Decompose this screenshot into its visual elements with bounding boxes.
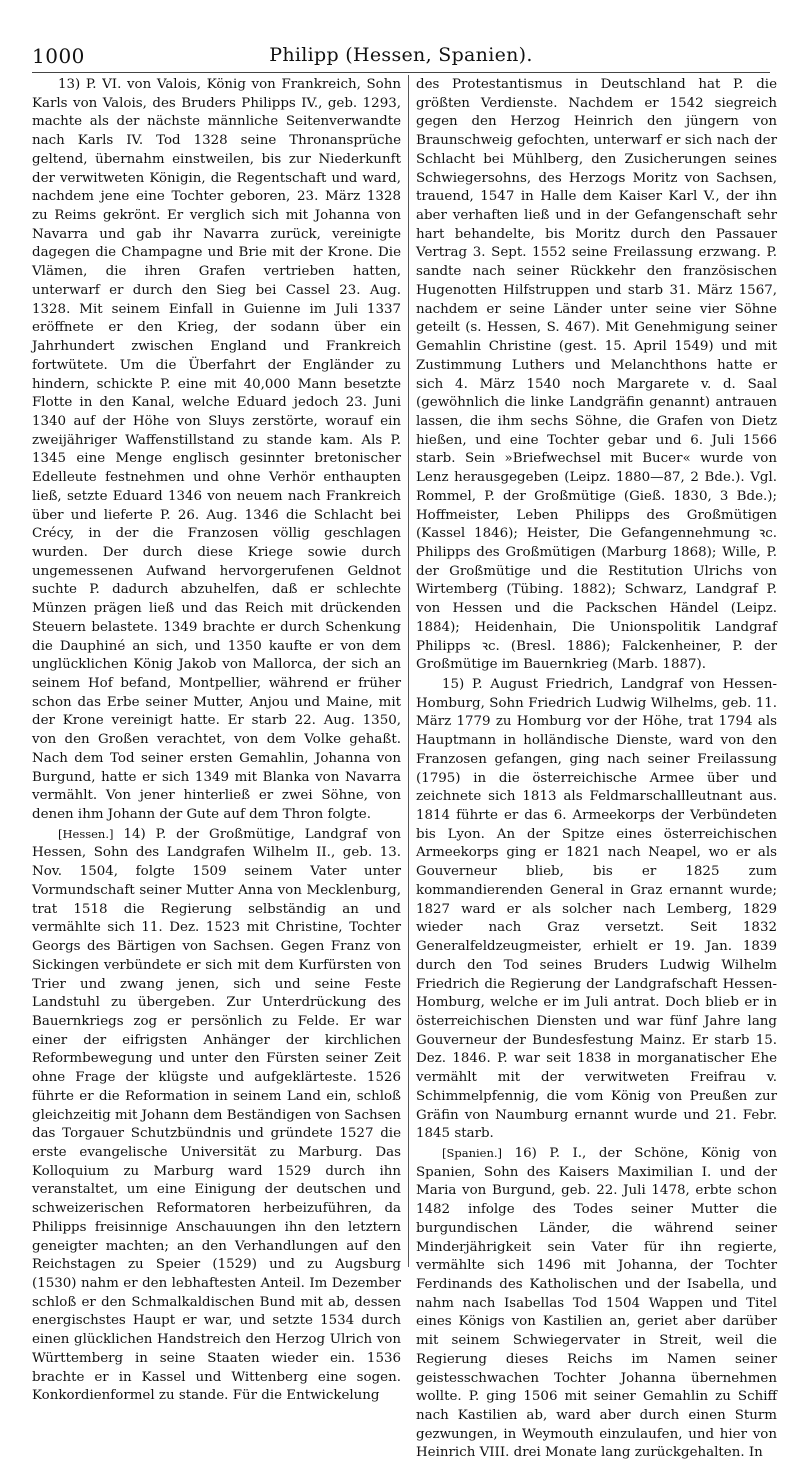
left-column <box>32 75 401 1404</box>
entry-text: 16) P. I., der Schöne, König von Spanien, Sohn des Kaisers Maximilian I. und der Maria von Burgund, geb. 22. Juli 1478, erbte schon 1482 infolge des Todes seiner Mutter die burgundischen Länder, die während seiner Minderjährigkeit sein Vater für ihn regierte, vermählte sich 1496 mit Johanna, der Tochter Ferdinands des Katholischen und der Isabella, und nahm nach Isabellas Tod 1504 Wappen und Titel eines Königs von Kastilien an, geriet aber darüber mit seinem Schwiegervater in Streit, weil die Regierung dieses Reichs im Namen seiner geistesschwachen Tochter Johanna übernehmen wollte. P. ging 1506 mit seiner Gemahlin zu Schiff nach Kastilien ab, ward aber durch einen Sturm gezwungen, in Weymouth einzulaufen, und hier von Heinrich VIII. drei Monate lang zurückgehalten. In <box>416 1145 778 1461</box>
header-rule <box>32 72 770 73</box>
entry-14 <box>32 825 401 1406</box>
entry-16 <box>416 1144 777 1463</box>
entry-text: 14) P. der Großmütige, Landgraf von Hessen, Sohn des Landgrafen Wilhelm II., geb. 13. Nov. 1504, folgte 1509 seinem Vater unter Vormundschaft seiner Mutter Anna von Mecklenburg, trat 1518 die Regierung selbständig an und vermählte sich 11. Dez. 1523 mit Christine, Tochter Georgs des Bärtigen von Sachsen. Gegen Franz von Sickingen verbündete er sich mit dem Kurfürsten von Trier und zwang jenen, sich und seine Feste Landstuhl zu übergeben. Zur Unterdrückung des Bauernkriegs zog er persönlich zu Felde. Er war einer der eifrigsten Anhänger der kirchlichen Reformbewegung und unter den Fürsten seiner Zeit ohne Frage der klügste und aufgeklärteste. 1526 führte er die Reformation in seinem Land ein, schloß gleichzeitig mit Johann dem Beständigen von Sachsen das Torgauer Schutzbündnis und gründete 1527 die erste evangelische Universität zu Marburg. Das Kolloquium zu Marburg ward 1529 durch ihn veranstaltet, um eine Einigung der deutschen und schweizerischen Reformatoren herbeizuführen, da Philipps freisinnige Anschauungen ihn den letztern geneigter machten; an den Verhandlungen auf den Reichstagen zu Speier (1529) und zu Augsburg (1530) nahm er den lebhaftesten Anteil. Im Dezember schloß er den Schmalkaldischen Bund mit ab, dessen energischstes Haupt er war, und setzte 1534 durch einen glücklichen Handstreich den Herzog Ulrich von Württemberg in seine Staaten wieder ein. 1536 brachte er in Kassel und Wittenberg eine sogen. Konkordienformel zu stande. Für die Entwickelung <box>32 826 401 1404</box>
entry-text: 13) P. VI. von Valois, König von Frankreich, Sohn Karls von Valois, des Bruders Philipps IV., geb. 1293, machte als der nächste männliche Seitenverwandte nach Karls IV. Tod 1328 seine Thronansprüche geltend, übernahm einstweilen, bis zur Niederkunft der verwitweten Königin, die Regentschaft und ward, nachdem jene eine Tochter geboren, 23. März 1328 zu Reims gekrönt. Er verglich sich mit Johanna von Navarra und gab ihr Navarra zurück, vereinigte dagegen die Champagne und Brie mit der Krone. Die Vlämen, die ihren Grafen vertrieben hatten, unterwarf er durch den Sieg bei Cassel 23. Aug. 1328. Mit seinem Einfall in Guienne im Juli 1337 eröffnete er den Krieg, der sodann über ein Jahrhundert zwischen England und Frankreich fortwütete. Um die Überfahrt der Engländer zu hindern, schickte P. eine mit 40,000 Mann besetzte Flotte in den Kanal, welche Eduard jedoch 23. Juni 1340 auf der Höhe von Sluys zerstörte, worauf ein zweijähriger Waffenstillstand zu stande kam. Als P. 1345 eine Menge englisch gesinnter bretonischer Edelleute festnehmen und ohne Verhör enthaupten ließ, setzte Eduard 1346 von neuem nach Frankreich über und lieferte P. 26. Aug. 1346 die Schlacht bei Crécy, in der die Franzosen völlig geschlagen wurden. Der durch diese Kriege sowie durch ungemessenen Aufwand hervorgerufenen Geldnot suchte P. dadurch abzuhelfen, daß er schlechte Münzen prägen ließ und das Reich mit drückenden Steuern belastete. 1349 brachte er durch Schenkung die Dauphiné an sich, und 1350 kaufte er von dem unglücklichen König Jakob von Mallorca, der sich an seinem Hof befand, Montpellier, während er früher schon das Erbe seiner Mutter, Anjou und Maine, mit der Krone vereinigt hatte. Er starb 22. Aug. 1350, von den Großen verachtet, von dem Volke gehaßt. Nach dem Tod seiner ersten Gemahlin, Johanna von Burgund, hatte er sich 1349 mit Blanka von Navarra vermählt. Von jener hinterließ er zwei Söhne, von denen ihm Johann der Gute auf dem Thron folgte. <box>32 77 401 823</box>
entry-text: des Protestantismus in Deutschland hat P. die größten Verdienste. Nachdem er 1542 siegreich gegen den Herzog Heinrich den jüngern von Braunschweig gefochten, unterwarf er sich nach der Schlacht bei Mühlberg, den Zusicherungen seines Schwiegersohns, des Herzogs Moritz von Sachsen, trauend, 1547 in Halle dem Kaiser Karl V., der ihn aber verhaften ließ und in der Gefangenschaft sehr hart behandelte, bis Moritz durch den Passauer Vertrag 3. Sept. 1552 seine Freilassung erzwang. P. sandte nach seiner Rückkehr den französischen Hugenotten Hilfstruppen und starb 31. März 1567, nachdem er seine Länder unter seine vier Söhne geteilt (s. Hessen, S. 467). Mit Genehmigung seiner Gemahlin Christine (gest. 15. April 1549) und mit Zustimmung Luthers und Melanchthons hatte er sich 4. März 1540 noch Margarete v. d. Saal (gewöhnlich die linke Landgräfin genannt) antrauen lassen, die ihm sechs Söhne, die Grafen von Dietz hießen, und eine Tochter gebar und 6. Juli 1566 starb. Sein »Briefwechsel mit Bucer« wurde von Lenz herausgegeben (Leipz. 1880—87, 2 Bde.). Vgl. Rommel, P. der Großmütige (Gieß. 1830, 3 Bde.); Hoffmeister, Leben Philipps des Großmütigen (Kassel 1846); Heister, Die Gefangennehmung ꝛc. Philipps des Großmütigen (Marburg 1868); Wille, P. der Großmütige und die Restitution Ulrichs von Wirtemberg (Tübing. 1882); Schwarz, Landgraf P. von Hessen und die Packschen Händel (Leipz. 1884); Heidenhain, Die Unionspolitik Landgraf Philipps ꝛc. (Bresl. 1886); Falckenheiner, P. der Großmütige im Bauernkrieg (Marb. 1887). <box>416 77 777 673</box>
page-header <box>32 44 770 68</box>
right-column <box>416 75 778 1461</box>
entry-14-continued <box>416 75 777 675</box>
page-number: 1000 <box>32 44 85 68</box>
entry-15 <box>416 675 777 1144</box>
entry-tag: [Hessen.] <box>58 826 114 841</box>
entry-text: 15) P. August Friedrich, Landgraf von Hessen-Homburg, Sohn Friedrich Ludwig Wilhelms, geb. 11. März 1779 zu Homburg vor der Höhe, trat 1794 als Hauptmann in holländische Dienste, ward von den Franzosen gefangen, ging nach seiner Freilassung (1795) in die österreichische Armee über und zeichnete sich 1813 als Feldmarschallleutnant aus. 1814 führte er das 6. Armeekorps der Verbündeten bis Lyon. An der Spitze eines österreichischen Armeekorps ging er 1821 nach Neapel, wo er als Gouverneur blieb, bis er 1825 zum kommandierenden General in Graz ernannt wurde; 1827 ward er als solcher nach Lemberg, 1829 wieder nach Graz versetzt. Seit 1832 Generalfeldzeugmeister, erhielt er 19. Jan. 1839 durch den Tod seines Bruders Ludwig Wilhelm Friedrich die Regierung der Landgrafschaft Hessen-Homburg, welche er im Juli antrat. Doch blieb er in österreichischen Diensten und war fünf Jahre lang Gouverneur der Bundesfestung Mainz. Er starb 15. Dez. 1846. P. war seit 1838 in morganatischer Ehe vermählt mit der verwitweten Freifrau v. Schimmelpfennig, die vom König von Preußen zur Gräfin von Naumburg ernannt wurde und 21. Febr. 1845 starb. <box>416 677 777 1142</box>
running-head: Philipp (Hessen, Spanien). <box>269 44 533 66</box>
column-separator <box>408 75 409 1267</box>
entry-tag: [Spanien.] <box>442 1145 503 1160</box>
entry-13 <box>32 75 401 825</box>
